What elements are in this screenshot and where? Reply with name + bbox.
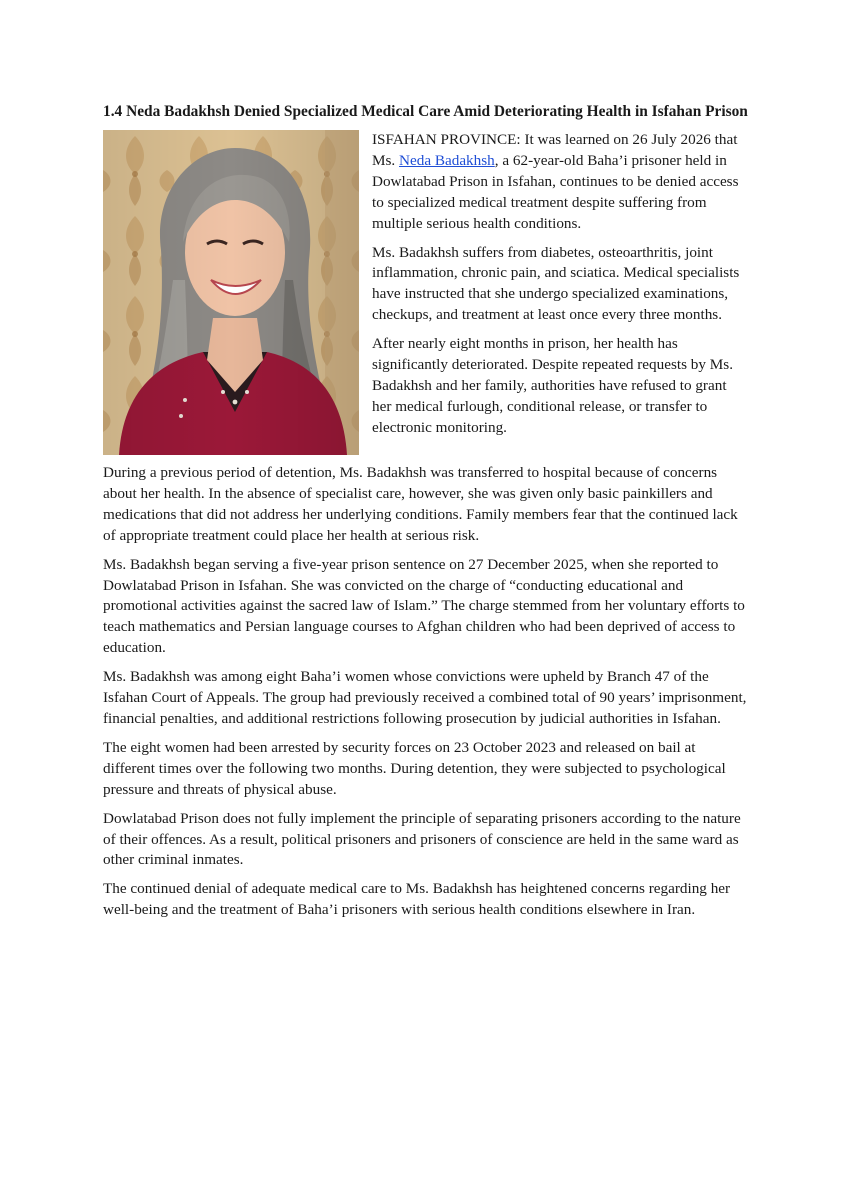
body-paragraph: Ms. Badakhsh was among eight Baha’i women whose convictions were upheld by Branch 47 of the Isfahan Court of Appeals. The group had previously received a combined total of 90 years’ imprisonment, financial penalties, and additional restrictions following prosecution by judicial authorities in Isfahan. bbox=[103, 668, 747, 727]
body-paragraph: During a previous period of detention, Ms. Badakhsh was transferred to hospital because of concerns about her health. In the absence of specialist care, however, she was given only basic painkillers and medications that did not address her underlying conditions. Family members fear that the continued lack of appropriate treatment could place her health at serious risk. bbox=[103, 464, 738, 544]
body-paragraph: Dowlatabad Prison does not fully implement the principle of separating prisoners according to the nature of their offences. As a result, political prisoners and prisoners of conscience are held in the same ward as other criminal inmates. bbox=[103, 809, 741, 869]
section-heading: 1.4 Neda Badakhsh Denied Specialized Medical Care Amid Deteriorating Health in Isfahan Prison bbox=[103, 103, 748, 120]
portrait-photo bbox=[103, 130, 359, 455]
intro-text-before: ISFAHAN PROVINCE: It was learned on 26 July 2026 that Ms. bbox=[372, 131, 738, 169]
body-paragraph: The eight women had been arrested by security forces on 23 October 2023 and released on bail at different times over the following two months. During detention, they were subjected to psychological pressure and threats of physical abuse. bbox=[103, 738, 726, 798]
body-paragraph: Ms. Badakhsh began serving a five-year prison sentence on 27 December 2025, when she reported to Dowlatabad Prison in Isfahan. She was convicted on the charge of “conducting educational and promotional activities against the sacred law of Islam.” The charge stemmed from her voluntary efforts to teach mathematics and Persian language courses to Afghan children who had been deprived of access to education. bbox=[103, 555, 745, 657]
neda-badakhsh-link[interactable]: Neda Badakhsh bbox=[399, 151, 495, 169]
body-paragraph: The continued denial of adequate medical care to Ms. Badakhsh has heightened concerns regarding her well-being and the treatment of Baha’i prisoners with serious health conditions elsewhere in Iran. bbox=[103, 880, 731, 919]
body-paragraph: Ms. Badakhsh suffers from diabetes, osteoarthritis, joint inflammation, chronic pain, and sciatica. Medical specialists have instructed that she undergo specialized examinations, checkups, and treatment at least once every three months. bbox=[372, 243, 740, 324]
intro-text-after: , a 62-year-old Baha’i prisoner held in Dowlatabad Prison in Isfahan, continues to be denied access to specialized medical treatment despite suffering from multiple serious health conditions. bbox=[372, 151, 739, 232]
body-paragraph: After nearly eight months in prison, her health has significantly deteriorated. Despite repeated requests by Ms. Badakhsh and her family, authorities have refused to grant her medical furlough, conditional release, or transfer to electronic monitoring. bbox=[372, 335, 734, 436]
